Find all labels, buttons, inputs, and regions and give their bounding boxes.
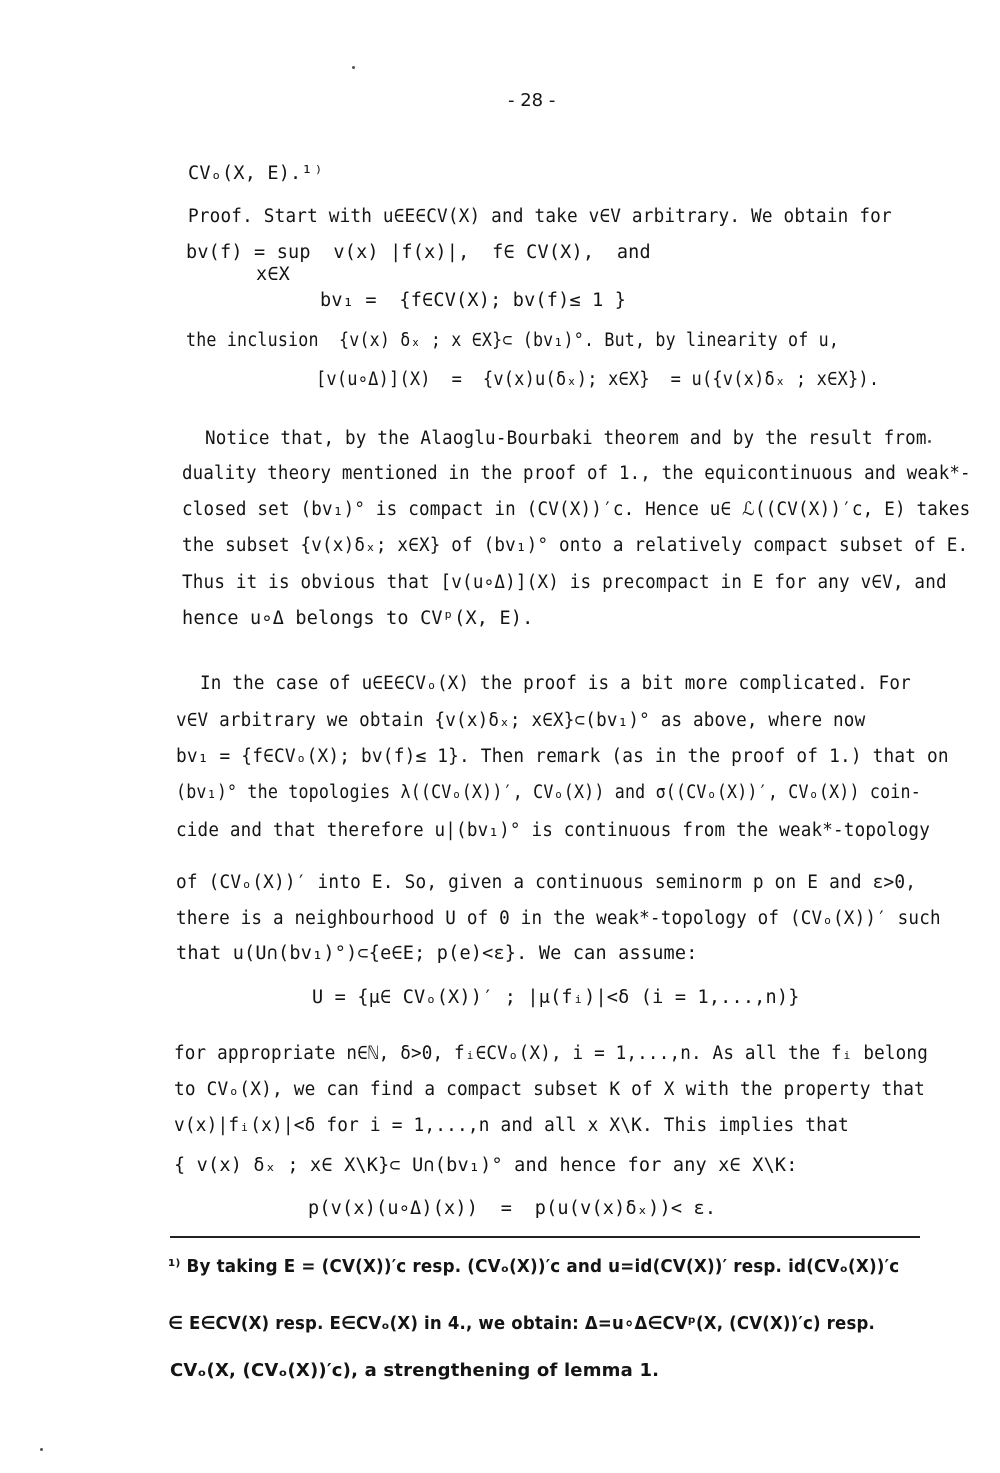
- text-line: { v(x) δₓ ; x∈ X\K}⊂ U∩(bv₁)° and hence for any x∈ X\K:: [174, 1155, 798, 1176]
- text-line: Proof. Start with u∈E∈CV(X) and take v∈V arbitrary. We obtain for: [188, 206, 892, 227]
- text-line: that u(U∩(bv₁)°)⊂{e∈E; p(e)<ε}. We can assume:: [176, 943, 698, 964]
- text-line: [v(u∘Δ)](X) = {v(x)u(δₓ); x∈X} = u({v(x)δₓ ; x∈X}).: [316, 369, 880, 390]
- text-line: p(v(x)(u∘Δ)(x)) = p(u(v(x)δₓ))< ε.: [308, 1198, 717, 1219]
- text-line: Thus it is obvious that [v(u∘Δ)](X) is precompact in E for any v∈V, and: [182, 572, 947, 593]
- text-line: bv(f) = sup v(x) |f(x)|, f∈ CV(X), and: [186, 242, 651, 263]
- text-line: v(x)|fᵢ(x)|<δ for i = 1,...,n and all x X\K. This implies that: [174, 1115, 849, 1136]
- text-line: v∈V arbitrary we obtain {v(x)δₓ; x∈X}⊂(bv₁)° as above, where now: [176, 710, 866, 731]
- text-line: to CVₒ(X), we can find a compact subset K of X with the property that: [174, 1079, 926, 1100]
- text-line: bv₁ = {f∈CVₒ(X); bv(f)≤ 1}. Then remark (as in the proof of 1.) that on: [176, 746, 949, 767]
- text-line: bv₁ = {f∈CV(X); bv(f)≤ 1 }: [320, 290, 627, 311]
- text-line: In the case of u∈E∈CVₒ(X) the proof is a bit more complicated. For: [200, 673, 911, 694]
- footnote-divider: [170, 1236, 920, 1238]
- text-line: closed set (bv₁)° is compact in (CV(X))′c. Hence u∈ ℒ((CV(X))′c, E) takes: [182, 499, 971, 520]
- text-line: x∈X: [256, 264, 291, 285]
- text-line: cide and that therefore u|(bv₁)° is continuous from the weak*-topology: [176, 820, 930, 841]
- text-line: duality theory mentioned in the proof of 1., the equicontinuous and weak*-: [182, 463, 971, 484]
- page-number: - 28 -: [508, 90, 556, 111]
- scan-speck: [352, 66, 355, 69]
- scan-speck: [40, 1448, 43, 1451]
- text-line: U = {μ∈ CVₒ(X))′ ; |μ(fᵢ)|<δ (i = 1,...,n)}: [312, 987, 800, 1008]
- scan-speck: [928, 440, 931, 443]
- text-line: there is a neighbourhood U of 0 in the weak*-topology of (CVₒ(X))′ such: [176, 908, 941, 929]
- text-line: for appropriate n∈ℕ, δ>0, fᵢ∈CVₒ(X), i = 1,...,n. As all the fᵢ belong: [174, 1043, 928, 1064]
- text-line: Notice that, by the Alaoglu-Bourbaki theorem and by the result from: [205, 428, 927, 449]
- footnote-line: CVₒ(X, (CVₒ(X))′c), a strengthening of lemma 1.: [170, 1360, 660, 1381]
- footnote-line: ¹⁾ By taking E = (CV(X))′c resp. (CVₒ(X))′c and u=id(CV(X))′ resp. id(CVₒ(X))′c: [168, 1256, 900, 1277]
- text-line: (bv₁)° the topologies λ((CVₒ(X))′, CVₒ(X)) and σ((CVₒ(X))′, CVₒ(X)) coin-: [176, 782, 921, 803]
- text-line: CVₒ(X, E).¹⁾: [188, 163, 325, 184]
- text-line: the subset {v(x)δₓ; x∈X} of (bv₁)° onto a relatively compact subset of E.: [182, 535, 969, 556]
- text-line: the inclusion {v(x) δₓ ; x ∈X}⊂ (bv₁)°. But, by linearity of u,: [186, 330, 840, 351]
- text-line: hence u∘Δ belongs to CVᵖ(X, E).: [182, 608, 534, 629]
- footnote-line: ∈ E∈CV(X) resp. E∈CVₒ(X) in 4., we obtain: Δ=u∘Δ∈CVᵖ(X, (CV(X))′c) resp.: [168, 1313, 876, 1334]
- text-line: of (CVₒ(X))′ into E. So, given a continuous seminorm p on E and ε>0,: [176, 872, 917, 893]
